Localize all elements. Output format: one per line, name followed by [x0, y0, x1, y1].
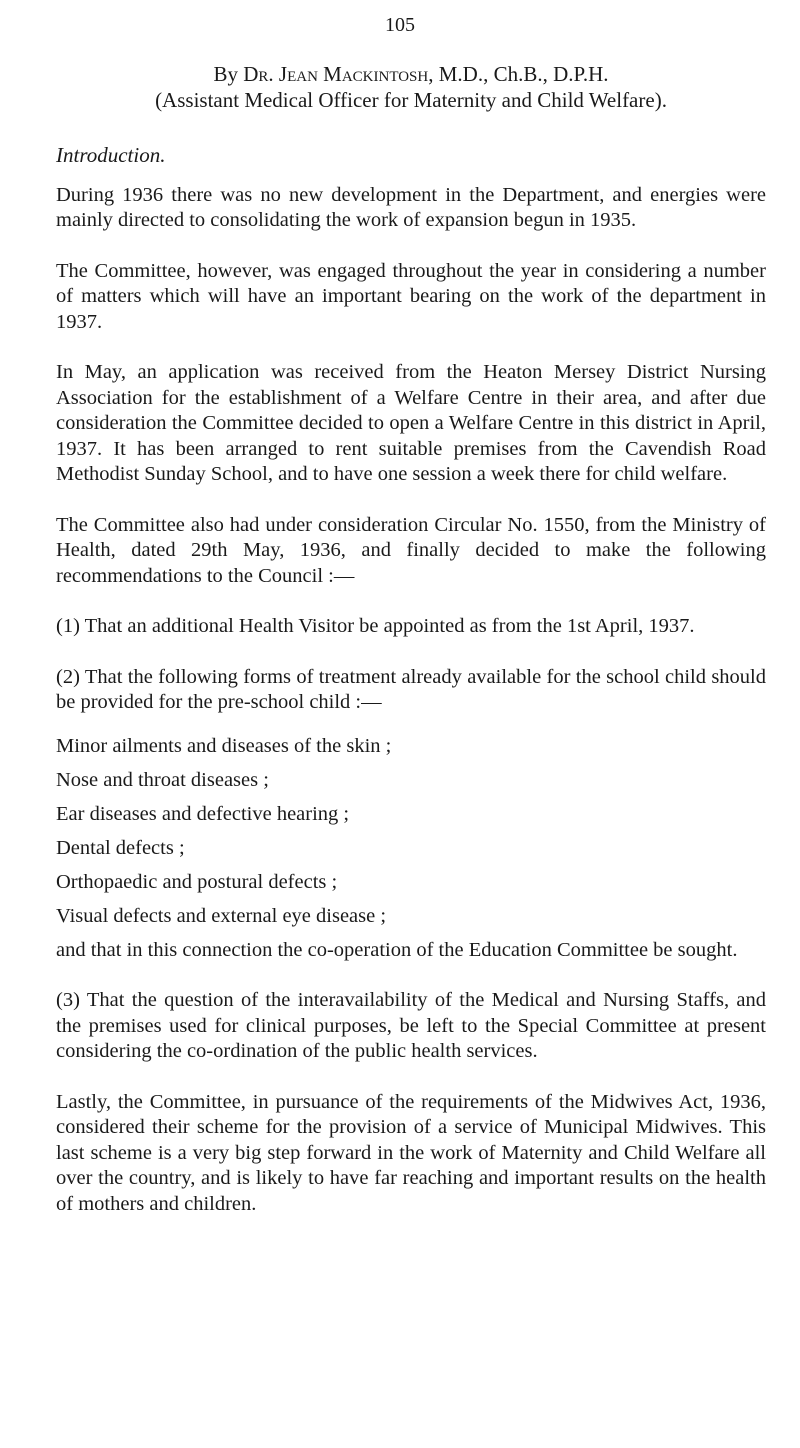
author-name: Dr. Jean Mackintosh	[243, 62, 429, 86]
byline	[56, 62, 766, 88]
byline-prefix: By	[213, 62, 244, 86]
treatment-list	[56, 734, 766, 929]
author-credentials: , M.D., Ch.B., D.P.H.	[428, 62, 609, 86]
list-item: Minor ailments and diseases of the skin ;	[56, 734, 392, 757]
list-conclusion: and that in this connection the co-operation of the Education Committee be sought.	[56, 938, 738, 961]
recommendation-3: (3) That the question of the interavailability of the Medical and Nursing Staffs, and the premises used for clinical purposes, be left to the Special Committee at present considering the co-ordination of the public health services.	[56, 989, 766, 1062]
page-number: 105	[385, 14, 415, 36]
section-heading: Introduction.	[56, 143, 166, 167]
closing-paragraph: Lastly, the Committee, in pursuance of the requirements of the Midwives Act, 1936, considered their scheme for the provision of a service of Municipal Midwives. This last scheme is a very big step forward in the work of Maternity and Child Welfare all over the country, and is likely to have far reaching and important results on the health of mothers and children.	[56, 1090, 766, 1215]
recommendation-2: (2) That the following forms of treatment already available for the school child should be provided for the pre-school child :—	[56, 665, 766, 713]
paragraph-3: In May, an application was received from the Heaton Mersey District Nursing Association for the establishment of a Welfare Centre in their area, and after due consideration the Committee decided to open a Welfare Centre in this district in April, 1937. It has been arranged to rent suitable premises from the Cavendish Road Methodist Sunday School, and to have one session a week there for child welfare.	[56, 361, 766, 485]
list-item: Orthopaedic and postural defects ;	[56, 870, 338, 893]
list-item: Visual defects and external eye disease ;	[56, 904, 387, 927]
recommendation-1: (1) That an additional Health Visitor be appointed as from the 1st April, 1937.	[56, 615, 695, 637]
paragraph-1: During 1936 there was no new development in the Department, and energies were mainly directed to consolidating the work of expansion begun in 1935.	[56, 183, 766, 231]
list-item: Nose and throat diseases ;	[56, 768, 269, 791]
paragraph-2: The Committee, however, was engaged throughout the year in considering a number of matters which will have an important bearing on the work of the department in 1937.	[56, 259, 766, 333]
document-body	[56, 62, 766, 1217]
list-item: Ear diseases and defective hearing ;	[56, 802, 350, 825]
author-role: (Assistant Medical Officer for Maternity and Child Welfare).	[155, 87, 667, 112]
paragraph-4: The Committee also had under consideration Circular No. 1550, from the Ministry of Health, dated 29th May, 1936, and finally decided to make the following recommendations to the Council :—	[56, 513, 766, 587]
list-item: Dental defects ;	[56, 836, 185, 859]
